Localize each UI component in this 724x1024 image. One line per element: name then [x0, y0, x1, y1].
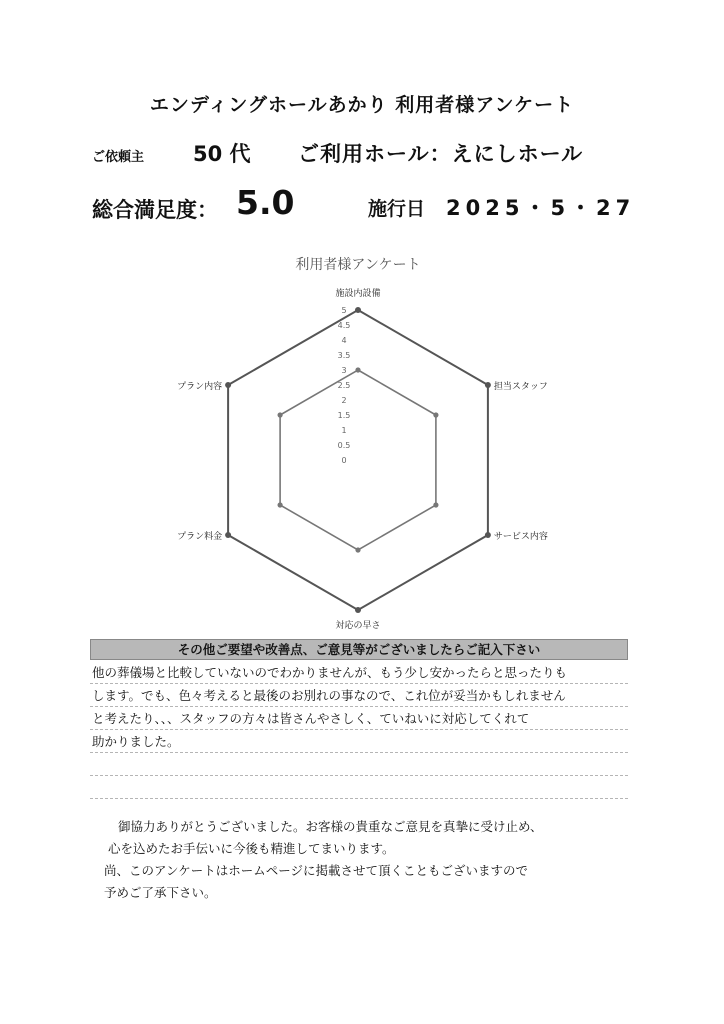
closing-line: 心を込めたお手伝いに今後も精進してまいります。 [108, 841, 395, 856]
axis-label: プラン料金 [177, 532, 223, 542]
tick-label: 3.5 [337, 351, 351, 360]
tick-label: 4 [341, 336, 347, 345]
axis-label: サービス内容 [493, 532, 548, 542]
tick-label: 1 [341, 426, 347, 435]
tick-label: 5 [341, 306, 347, 315]
comment-line [90, 776, 628, 799]
comment-area [90, 661, 628, 799]
tick-label: 4.5 [337, 321, 351, 330]
axis-label: 施設内設備 [335, 289, 381, 299]
tick-label: 2 [341, 396, 347, 405]
tick-label: 1.5 [337, 411, 351, 420]
series-point [278, 502, 283, 507]
date-label: 施行日 [368, 198, 426, 220]
comment-line: 他の葬儀場と比較していないのでわかりませんが、もう少し安かったらと思ったりも [90, 661, 628, 684]
tick-label: 3 [341, 366, 347, 375]
series-point [485, 532, 491, 538]
closing-line: 尚、このアンケートはホームページに掲載させて頂くこともございますので [104, 863, 529, 878]
comment-line [90, 753, 628, 776]
chart-title: 利用者様アンケート [295, 257, 421, 273]
closing-line: 予めご了承下さい。 [104, 885, 217, 900]
tick-label: 2.5 [337, 381, 351, 390]
closing-message [104, 816, 624, 904]
series-point [355, 307, 361, 313]
closing-line: 御協力ありがとうございました。お客様の貴重なご意見を真摯に受け止め、 [118, 819, 543, 834]
series-point [278, 412, 283, 417]
tick-label: 0 [341, 456, 347, 465]
comment-line: 助かりました。 [90, 730, 628, 753]
comment-header: その他ご要望や改善点、ご意見等がございましたらご記入下さい [90, 639, 628, 660]
age-value: 50 代 [193, 142, 251, 166]
series-point [355, 607, 361, 613]
series-point [433, 502, 438, 507]
date-value: 2025・5・27 [446, 196, 636, 220]
hall-name: ご利用ホール：えにしホール [298, 142, 584, 166]
axis-label: 担当スタッフ [493, 382, 548, 392]
comment-line: します。でも、色々考えると最後のお別れの事なので、これ位が妥当かもしれません [90, 684, 628, 707]
series-point [355, 547, 360, 552]
series-point [355, 367, 360, 372]
radar-chart-svg [140, 245, 580, 635]
satisfaction-value: 5.0 [236, 183, 295, 222]
satisfaction-label: 総合満足度： [92, 198, 218, 222]
series-line [280, 370, 436, 550]
series-line [228, 310, 488, 610]
series-point [485, 382, 491, 388]
series-point [433, 412, 438, 417]
comment-line: と考えたり、、、スタッフの方々は皆さんやさしく、ていねいに対応してくれて [90, 707, 628, 730]
radar-chart [140, 245, 580, 635]
survey-title: エンディングホールあかり 利用者様アンケート [149, 94, 575, 116]
series-point [225, 382, 231, 388]
axis-label: 対応の早さ [335, 621, 381, 631]
requester-label: ご依頼主 [92, 150, 145, 165]
tick-label: 0.5 [337, 441, 351, 450]
axis-label: プラン内容 [177, 382, 223, 392]
series-point [225, 532, 231, 538]
